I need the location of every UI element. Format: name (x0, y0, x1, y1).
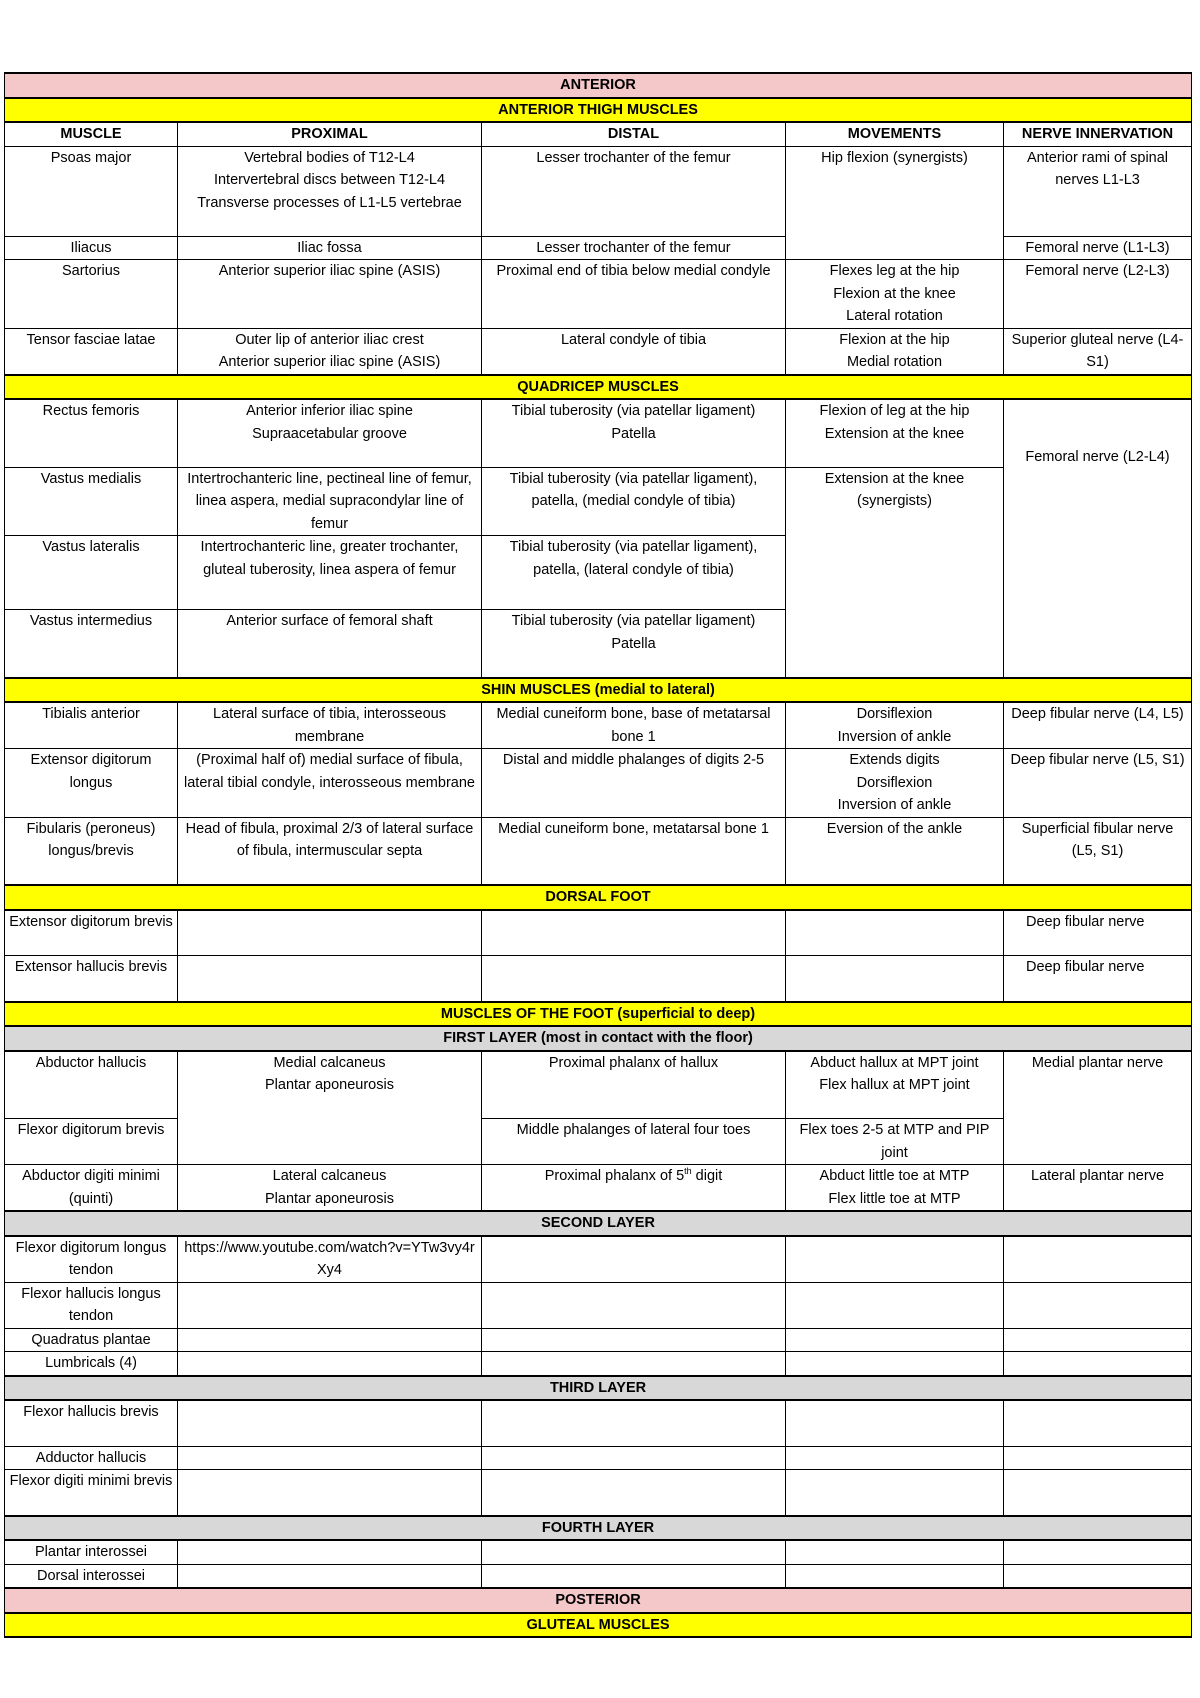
muscle-cell: Tensor fasciae latae (5, 328, 178, 375)
table-row (5, 910, 1192, 956)
movements-cell (786, 1400, 1004, 1446)
section-row (5, 1026, 1192, 1051)
movements-cell: Extends digits Dorsiflexion Inversion of ankle (786, 749, 1004, 818)
distal-cell (482, 1165, 786, 1212)
proximal-cell (178, 1564, 482, 1588)
muscle-cell: Lumbricals (4) (5, 1352, 178, 1376)
section-row (5, 1002, 1192, 1027)
distal-cell: Lateral condyle of tibia (482, 328, 786, 375)
muscle-cell: Flexor digiti minimi brevis (5, 1470, 178, 1516)
movements-cell (786, 1446, 1004, 1470)
proximal-cell: Anterior inferior iliac spine Supraacetabular groove (178, 399, 482, 467)
proximal-cell: Iliac fossa (178, 236, 482, 260)
distal-cell: Proximal phalanx of hallux (482, 1051, 786, 1119)
distal-superscript: th (684, 1166, 692, 1177)
distal-cell (482, 1540, 786, 1564)
distal-cell: Lesser trochanter of the femur (482, 236, 786, 260)
muscle-table (4, 72, 1192, 1638)
movements-cell: Dorsiflexion Inversion of ankle (786, 702, 1004, 749)
distal-cell: Tibial tuberosity (via patellar ligament), patella, (medial condyle of tibia) (482, 467, 786, 536)
section-row (5, 98, 1192, 123)
section-anterior: ANTERIOR (5, 73, 1192, 98)
proximal-cell: Outer lip of anterior iliac crest Anterior superior iliac spine (ASIS) (178, 328, 482, 375)
header-distal: DISTAL (482, 122, 786, 146)
muscle-cell: Flexor hallucis brevis (5, 1400, 178, 1446)
movements-cell: Flexion of leg at the hip Extension at the knee (786, 399, 1004, 467)
nerve-cell: Femoral nerve (L1-L3) (1004, 236, 1192, 260)
distal-cell (482, 1400, 786, 1446)
header-row (5, 122, 1192, 146)
nerve-cell: Superficial fibular nerve (L5, S1) (1004, 817, 1192, 885)
movements-cell (786, 1328, 1004, 1352)
movements-cell: Abduct little toe at MTP Flex little toe at MTP (786, 1165, 1004, 1212)
proximal-cell (178, 1540, 482, 1564)
movements-cell (786, 1470, 1004, 1516)
movements-cell (786, 1540, 1004, 1564)
proximal-cell (178, 1352, 482, 1376)
nerve-cell (1004, 1328, 1192, 1352)
distal-cell: Tibial tuberosity (via patellar ligament), patella, (lateral condyle of tibia) (482, 536, 786, 610)
proximal-cell: Head of fibula, proximal 2/3 of lateral surface of fibula, intermuscular septa (178, 817, 482, 885)
distal-cell (482, 1352, 786, 1376)
nerve-cell: Femoral nerve (L2-L4) (1004, 399, 1192, 678)
table-row (5, 1564, 1192, 1588)
section-row (5, 1588, 1192, 1613)
movements-cell (786, 910, 1004, 956)
distal-text: Proximal phalanx of 5 (544, 1168, 685, 1184)
distal-cell: Middle phalanges of lateral four toes (482, 1119, 786, 1165)
proximal-cell (178, 1400, 482, 1446)
table-row (5, 328, 1192, 375)
nerve-cell (1004, 1282, 1192, 1328)
nerve-cell (1004, 1564, 1192, 1588)
muscle-cell: Vastus medialis (5, 467, 178, 536)
header-nerve: NERVE INNERVATION (1004, 122, 1192, 146)
section-shin: SHIN MUSCLES (medial to lateral) (5, 678, 1192, 703)
table-row (5, 146, 1192, 236)
movements-cell: Hip flexion (synergists) (786, 146, 1004, 260)
proximal-cell (178, 1446, 482, 1470)
distal-cell (482, 1236, 786, 1283)
distal-cell (482, 1282, 786, 1328)
proximal-cell: Vertebral bodies of T12-L4 Intervertebral discs between T12-L4 Transverse processes of L1-L5 vertebrae (178, 146, 482, 236)
nerve-cell: Superior gluteal nerve (L4-S1) (1004, 328, 1192, 375)
distal-cell: Tibial tuberosity (via patellar ligament) Patella (482, 610, 786, 678)
movements-cell (786, 1352, 1004, 1376)
proximal-cell: Lateral surface of tibia, interosseous membrane (178, 702, 482, 749)
muscle-cell: Psoas major (5, 146, 178, 236)
table-row (5, 956, 1192, 1002)
distal-cell: Proximal end of tibia below medial condyle (482, 260, 786, 329)
distal-text-end: digit (691, 1168, 723, 1184)
muscle-cell: Tibialis anterior (5, 702, 178, 749)
muscle-cell: Fibularis (peroneus) longus/brevis (5, 817, 178, 885)
nerve-cell: Lateral plantar nerve (1004, 1165, 1192, 1212)
muscle-cell: Sartorius (5, 260, 178, 329)
muscle-cell: Flexor hallucis longus tendon (5, 1282, 178, 1328)
muscle-cell: Extensor digitorum brevis (5, 910, 178, 956)
distal-cell (482, 1328, 786, 1352)
distal-cell (482, 910, 786, 956)
proximal-cell (178, 910, 482, 956)
section-fourth-layer: FOURTH LAYER (5, 1516, 1192, 1541)
movements-cell (786, 1564, 1004, 1588)
header-proximal: PROXIMAL (178, 122, 482, 146)
movements-cell (786, 1236, 1004, 1283)
proximal-cell (178, 1470, 482, 1516)
section-row (5, 1613, 1192, 1638)
proximal-cell: Anterior surface of femoral shaft (178, 610, 482, 678)
section-row (5, 885, 1192, 910)
table-row (5, 1352, 1192, 1376)
nerve-cell: Deep fibular nerve (1004, 956, 1192, 1002)
section-first-layer: FIRST LAYER (most in contact with the floor) (5, 1026, 1192, 1051)
movements-cell (786, 956, 1004, 1002)
table-row (5, 817, 1192, 885)
proximal-cell[interactable] (178, 1236, 482, 1283)
table-row (5, 1165, 1192, 1212)
muscle-cell: Rectus femoris (5, 399, 178, 467)
table-row (5, 260, 1192, 329)
table-row (5, 1328, 1192, 1352)
table-row (5, 1540, 1192, 1564)
muscle-cell: Vastus lateralis (5, 536, 178, 610)
muscle-cell: Quadratus plantae (5, 1328, 178, 1352)
distal-cell (482, 1446, 786, 1470)
table-row (5, 1051, 1192, 1119)
table-row (5, 399, 1192, 467)
nerve-cell (1004, 1400, 1192, 1446)
distal-cell: Medial cuneiform bone, metatarsal bone 1 (482, 817, 786, 885)
muscle-cell: Dorsal interossei (5, 1564, 178, 1588)
nerve-cell (1004, 1446, 1192, 1470)
table-row (5, 749, 1192, 818)
muscle-cell: Extensor digitorum longus (5, 749, 178, 818)
table-row (5, 1446, 1192, 1470)
nerve-cell (1004, 1470, 1192, 1516)
nerve-cell: Deep fibular nerve (L4, L5) (1004, 702, 1192, 749)
movements-cell: Flexion at the hip Medial rotation (786, 328, 1004, 375)
header-movements: MOVEMENTS (786, 122, 1004, 146)
video-link[interactable]: https://www.youtube.com/watch?v=YTw3vy4rXy4 (184, 1239, 475, 1278)
table-row (5, 1470, 1192, 1516)
proximal-cell: (Proximal half of) medial surface of fibula, lateral tibial condyle, interosseous membrane (178, 749, 482, 818)
section-gluteal: GLUTEAL MUSCLES (5, 1613, 1192, 1638)
nerve-cell: Anterior rami of spinal nerves L1-L3 (1004, 146, 1192, 236)
muscle-cell: Abductor hallucis (5, 1051, 178, 1119)
section-foot-muscles: MUSCLES OF THE FOOT (superficial to deep) (5, 1002, 1192, 1027)
distal-cell (482, 1470, 786, 1516)
section-posterior: POSTERIOR (5, 1588, 1192, 1613)
proximal-cell: Intertrochanteric line, pectineal line of femur, linea aspera, medial supracondylar line of femur (178, 467, 482, 536)
section-row (5, 1211, 1192, 1236)
movements-cell: Eversion of the ankle (786, 817, 1004, 885)
muscle-cell: Vastus intermedius (5, 610, 178, 678)
proximal-cell (178, 1282, 482, 1328)
nerve-cell (1004, 1352, 1192, 1376)
movements-cell: Abduct hallux at MPT joint Flex hallux at MPT joint (786, 1051, 1004, 1119)
section-second-layer: SECOND LAYER (5, 1211, 1192, 1236)
proximal-cell: Medial calcaneus Plantar aponeurosis (178, 1051, 482, 1165)
section-anterior-thigh: ANTERIOR THIGH MUSCLES (5, 98, 1192, 123)
section-row (5, 1516, 1192, 1541)
nerve-cell: Deep fibular nerve (L5, S1) (1004, 749, 1192, 818)
movements-cell: Flexes leg at the hip Flexion at the knee Lateral rotation (786, 260, 1004, 329)
nerve-cell (1004, 1236, 1192, 1283)
section-row (5, 1376, 1192, 1401)
nerve-cell: Deep fibular nerve (1004, 910, 1192, 956)
nerve-cell (1004, 1540, 1192, 1564)
proximal-cell: Lateral calcaneus Plantar aponeurosis (178, 1165, 482, 1212)
proximal-cell (178, 956, 482, 1002)
header-muscle: MUSCLE (5, 122, 178, 146)
table-row (5, 1400, 1192, 1446)
section-third-layer: THIRD LAYER (5, 1376, 1192, 1401)
proximal-cell (178, 1328, 482, 1352)
section-quadricep: QUADRICEP MUSCLES (5, 375, 1192, 400)
muscle-cell: Extensor hallucis brevis (5, 956, 178, 1002)
distal-cell: Distal and middle phalanges of digits 2-5 (482, 749, 786, 818)
table-row (5, 702, 1192, 749)
muscle-cell: Flexor digitorum longus tendon (5, 1236, 178, 1283)
muscle-cell: Plantar interossei (5, 1540, 178, 1564)
section-row (5, 375, 1192, 400)
distal-cell (482, 1564, 786, 1588)
muscle-cell: Iliacus (5, 236, 178, 260)
movements-cell (786, 1282, 1004, 1328)
table-row (5, 1282, 1192, 1328)
section-row (5, 678, 1192, 703)
movements-cell: Flex toes 2-5 at MTP and PIP joint (786, 1119, 1004, 1165)
distal-cell (482, 956, 786, 1002)
distal-cell: Tibial tuberosity (via patellar ligament) Patella (482, 399, 786, 467)
table-row (5, 1236, 1192, 1283)
proximal-cell: Intertrochanteric line, greater trochanter, gluteal tuberosity, linea aspera of femur (178, 536, 482, 610)
muscle-cell: Adductor hallucis (5, 1446, 178, 1470)
section-row (5, 73, 1192, 98)
movements-cell: Extension at the knee (synergists) (786, 467, 1004, 678)
nerve-cell: Medial plantar nerve (1004, 1051, 1192, 1165)
proximal-cell: Anterior superior iliac spine (ASIS) (178, 260, 482, 329)
muscle-cell: Flexor digitorum brevis (5, 1119, 178, 1165)
distal-cell: Lesser trochanter of the femur (482, 146, 786, 236)
distal-cell: Medial cuneiform bone, base of metatarsal bone 1 (482, 702, 786, 749)
muscle-cell: Abductor digiti minimi (quinti) (5, 1165, 178, 1212)
nerve-cell: Femoral nerve (L2-L3) (1004, 260, 1192, 329)
section-dorsal-foot: DORSAL FOOT (5, 885, 1192, 910)
table-row (5, 236, 1192, 260)
